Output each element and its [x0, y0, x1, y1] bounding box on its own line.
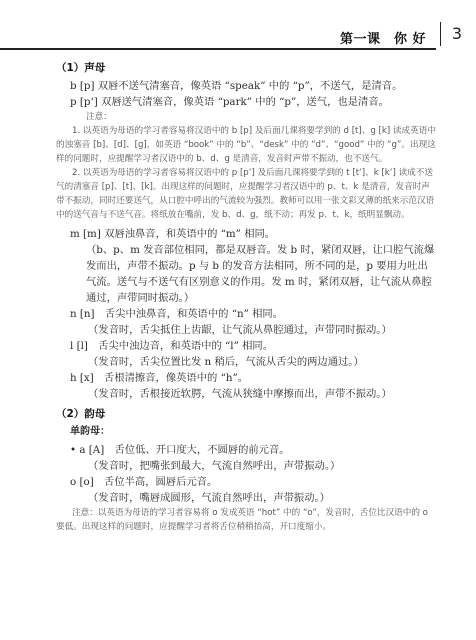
header-divider: [440, 22, 441, 46]
final-o: o [o] 舌位半高，圆唇后元音。: [70, 476, 218, 488]
lesson-title: 第一课 你 好: [339, 32, 426, 47]
header-rule: [0, 48, 436, 50]
page-content: [56, 60, 436, 534]
initial-l: l [l] 舌尖中浊边音，和英语中的 “l” 相同。: [70, 340, 274, 352]
initial-m: m [m] 双唇浊鼻音，和英语中的 “m” 相同。: [70, 228, 276, 240]
initial-h: h [x] 舌根清擦音，像英语中的 “h”。: [70, 372, 249, 384]
initial-l-description: （发音时，舌尖位置比发 n 稍后，气流从舌尖的两边通过。）: [88, 356, 364, 368]
initial-b: b [p] 双唇不送气清塞音，像英语 “speak” 中的 “p”，不送气，是清音。: [70, 80, 403, 92]
note-block-1: [56, 110, 436, 222]
note-1: 1. 以英语为母语的学习者容易将汉语中的 b [p] 及后面几课将要学到的 d [t]、g [k] 读成英语中的浊塞音 [b]、[d]、[g]，如英语 “book” 中的 “b”、“desk” 中的 “d”、“good” 中的 “g”。出现这样的问题时，应提醒学习者汉语中的 b、d、g 是清音，发音时声带不振动，也不送气。: [56, 126, 436, 164]
initial-n: n [n] 舌尖中浊鼻音，和英语中的 “n” 相同。: [70, 308, 284, 320]
simple-finals-label: 单韵母：: [70, 426, 110, 437]
final-o-description: （发音时，嘴唇成圆形，气流自然呼出，声带振动。）: [88, 492, 330, 504]
page-number: 3: [451, 24, 462, 43]
initial-p: p [pʻ] 双唇送气清塞音，像英语 “park” 中的 “p”，送气，也是清音。: [70, 96, 389, 108]
initial-m-description: （b、p、m 发音部位相同，都是双唇音。发 b 时，紧闭双唇，让口腔气流爆发而出，声带不振动。p 与 b 的发音方法相同，所不同的是，p 要用力吐出气流。送气与不送气有区别意义的作用。发 m 时，紧闭双唇，让气流从鼻腔通过，声带同时振动。）: [86, 244, 435, 304]
finals-heading: （2）韵母: [56, 408, 106, 420]
note-block-2: [56, 506, 436, 534]
note-3: 注意：以英语为母语的学习者容易将 o 发成英语 “hot” 中的 “o”，发音时，舌位比汉语中的 o 要低。出现这样的问题时，应提醒学习者将舌位稍稍抬高，开口度缩小。: [56, 508, 428, 532]
initials-heading: （1）声母: [56, 62, 106, 74]
final-a-description: （发音时，把嘴张到最大，气流自然呼出，声带振动。）: [88, 460, 341, 472]
note-2: 2. 以英语为母语的学习者容易将汉语中的 p [pʻ] 及后面几课将要学到的 t [tʻ]、k [kʻ] 读成不送气的清塞音 [p]、[t]、[k]。出现这样的问题时，应提醒学习者汉语中的 p、t、k 是清音，发音时声带不振动，同时还要送气，从口腔中呼出的气流较为强烈。教师可以用一张文彩叉薄的纸来示范汉语中的送气音与不送气音。将纸放在嘴前，发 b、d、g，纸不动；再发 p、t、k，纸明显飘动。: [56, 168, 435, 220]
initial-h-description: （发音时，舌根接近软腭，气流从狭缝中摩擦而出，声带不振动。）: [88, 388, 392, 400]
note-label: 注意：: [86, 112, 112, 122]
final-a: • a [A] 舌位低、开口度大，不圆唇的前元音。: [70, 444, 290, 456]
initial-n-description: （发音时，舌尖抵住上齿龈，让气流从鼻腔通过，声带同时振动。）: [88, 324, 392, 336]
